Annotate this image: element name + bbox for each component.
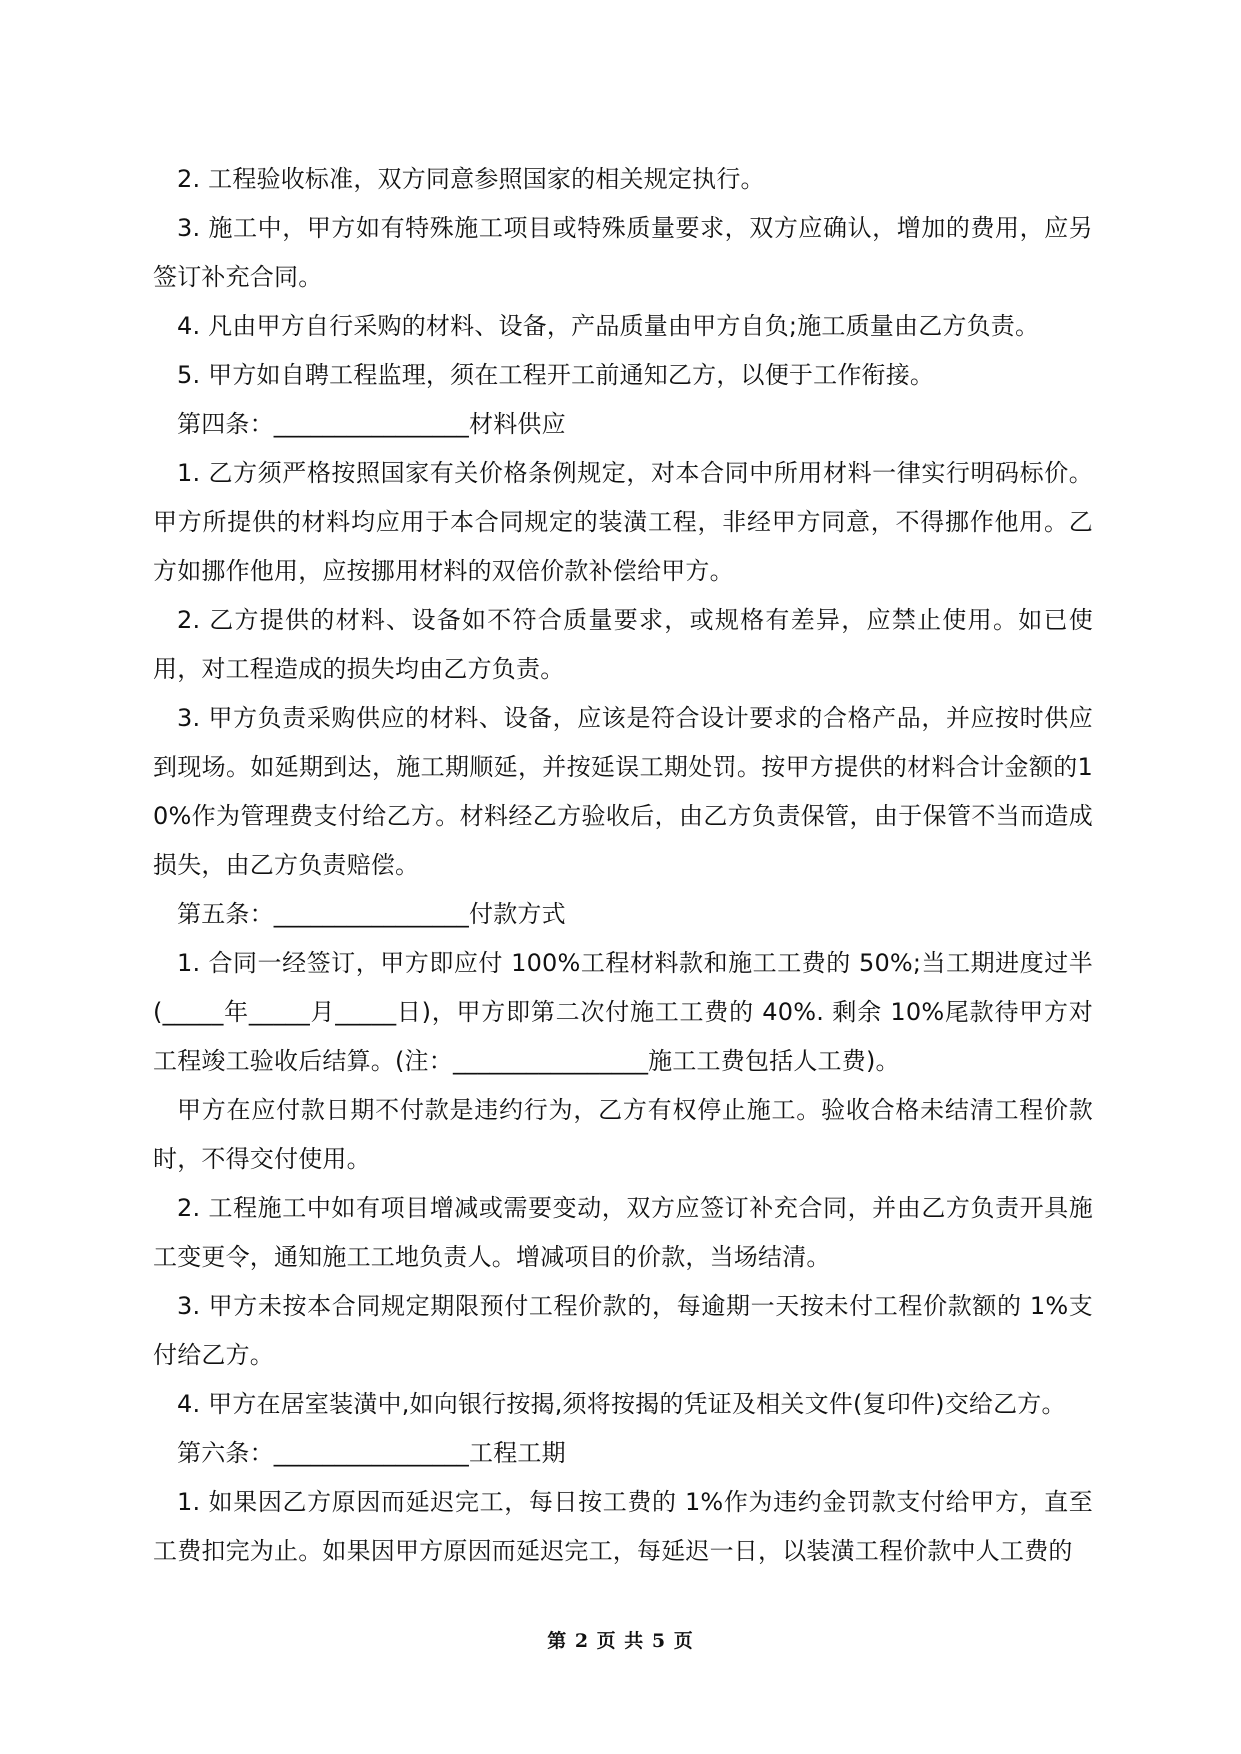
section-heading: 第五条：________________付款方式 [177, 900, 566, 928]
paragraph: 1. 如果因乙方原因而延迟完工，每日按工费的 1%作为违约金罚款支付给甲方，直至工费扣完为止。如果因甲方原因而延迟完工，每延迟一日，以装潢工程价款中人工费的 [153, 1488, 1093, 1565]
paragraph: 3. 甲方负责采购供应的材料、设备，应该是符合设计要求的合格产品，并应按时供应到现场。如延期到达，施工期顺延，并按延误工期处罚。按甲方提供的材料合计金额的10%作为管理费支付给乙方。材料经乙方验收后，由乙方负责保管，由于保管不当而造成损失，由乙方负责赔偿。 [153, 704, 1093, 879]
paragraph: 3. 甲方未按本合同规定期限预付工程价款的，每逾期一天按未付工程价款额的 1%支付给乙方。 [153, 1292, 1093, 1369]
section-heading: 第四条：________________材料供应 [177, 410, 566, 438]
section-heading: 第六条：________________工程工期 [177, 1439, 566, 1467]
paragraph: 2. 工程验收标准，双方同意参照国家的相关规定执行。 [177, 165, 765, 193]
paragraph: 4. 甲方在居室装潢中,如向银行按揭,须将按揭的凭证及相关文件(复印件)交给乙方。 [177, 1390, 1066, 1418]
document-body [153, 155, 1093, 1576]
paragraph: 2. 工程施工中如有项目增减或需要变动，双方应签订补充合同，并由乙方负责开具施工变更令，通知施工工地负责人。增减项目的价款，当场结清。 [153, 1194, 1093, 1271]
paragraph: 4. 凡由甲方自行采购的材料、设备，产品质量由甲方自负;施工质量由乙方负责。 [177, 312, 1040, 340]
paragraph: 1. 乙方须严格按照国家有关价格条例规定，对本合同中所用材料一律实行明码标价。甲方所提供的材料均应用于本合同规定的装潢工程，非经甲方同意，不得挪作他用。乙方如挪作他用，应按挪用材料的双倍价款补偿给甲方。 [153, 459, 1093, 585]
paragraph: 5. 甲方如自聘工程监理，须在工程开工前通知乙方，以便于工作衔接。 [177, 361, 935, 389]
paragraph: 甲方在应付款日期不付款是违约行为，乙方有权停止施工。验收合格未结清工程价款时，不得交付使用。 [153, 1096, 1093, 1173]
paragraph: 3. 施工中，甲方如有特殊施工项目或特殊质量要求，双方应确认，增加的费用，应另签订补充合同。 [153, 214, 1093, 291]
page-number: 第 2 页 共 5 页 [547, 1630, 694, 1652]
paragraph: 1. 合同一经签订，甲方即应付 100%工程材料款和施工工费的 50%;当工期进度过半(_____年_____月_____日)，甲方即第二次付施工工费的 40%. 剩余 10%尾款待甲方对工程竣工验收后结算。(注：________________施工工费包括人工费)。 [153, 949, 1093, 1075]
paragraph: 2. 乙方提供的材料、设备如不符合质量要求，或规格有差异，应禁止使用。如已使用，对工程造成的损失均由乙方负责。 [153, 606, 1093, 683]
